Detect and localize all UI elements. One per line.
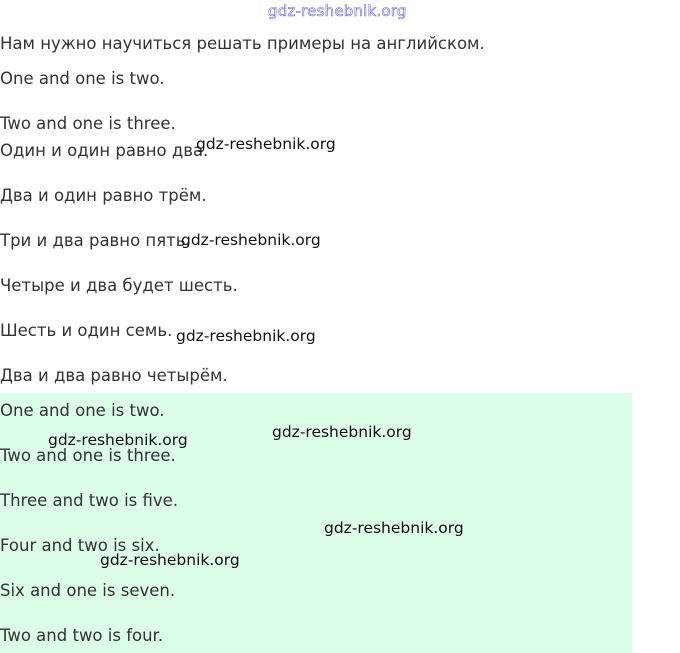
watermark-overlay: gdz-reshebnik.org xyxy=(272,423,412,441)
task-line: Two and one is three. xyxy=(0,114,176,133)
watermark-overlay: gdz-reshebnik.org xyxy=(176,327,316,345)
intro-text: Нам нужно научиться решать примеры на английском. xyxy=(0,34,485,53)
answer-line: Two and two is four. xyxy=(0,626,164,645)
answer-line: Six and one is seven. xyxy=(0,581,176,600)
answer-line: Four and two is six. xyxy=(0,536,160,555)
watermark-overlay: gdz-reshebnik.org xyxy=(48,431,188,449)
watermark-overlay: gdz-reshebnik.org xyxy=(100,551,240,569)
watermark-overlay: gdz-reshebnik.org xyxy=(324,519,464,537)
header-watermark: gdz-reshebnik.org xyxy=(268,2,407,20)
answer-line: One and one is two. xyxy=(0,401,165,420)
answer-line: Three and two is five. xyxy=(0,491,179,510)
task-line: Три и два равно пять. xyxy=(0,231,191,250)
answer-line: Two and one is three. xyxy=(0,446,176,465)
task-line: Шесть и один семь. xyxy=(0,321,173,340)
watermark-overlay: gdz-reshebnik.org xyxy=(181,231,321,249)
task-line: Четыре и два будет шесть. xyxy=(0,276,238,295)
task-line: One and one is two. xyxy=(0,69,165,88)
task-line: Один и один равно два. xyxy=(0,141,209,160)
task-line: Два и два равно четырём. xyxy=(0,366,228,385)
watermark-overlay: gdz-reshebnik.org xyxy=(196,135,336,153)
task-line: Два и один равно трём. xyxy=(0,186,207,205)
